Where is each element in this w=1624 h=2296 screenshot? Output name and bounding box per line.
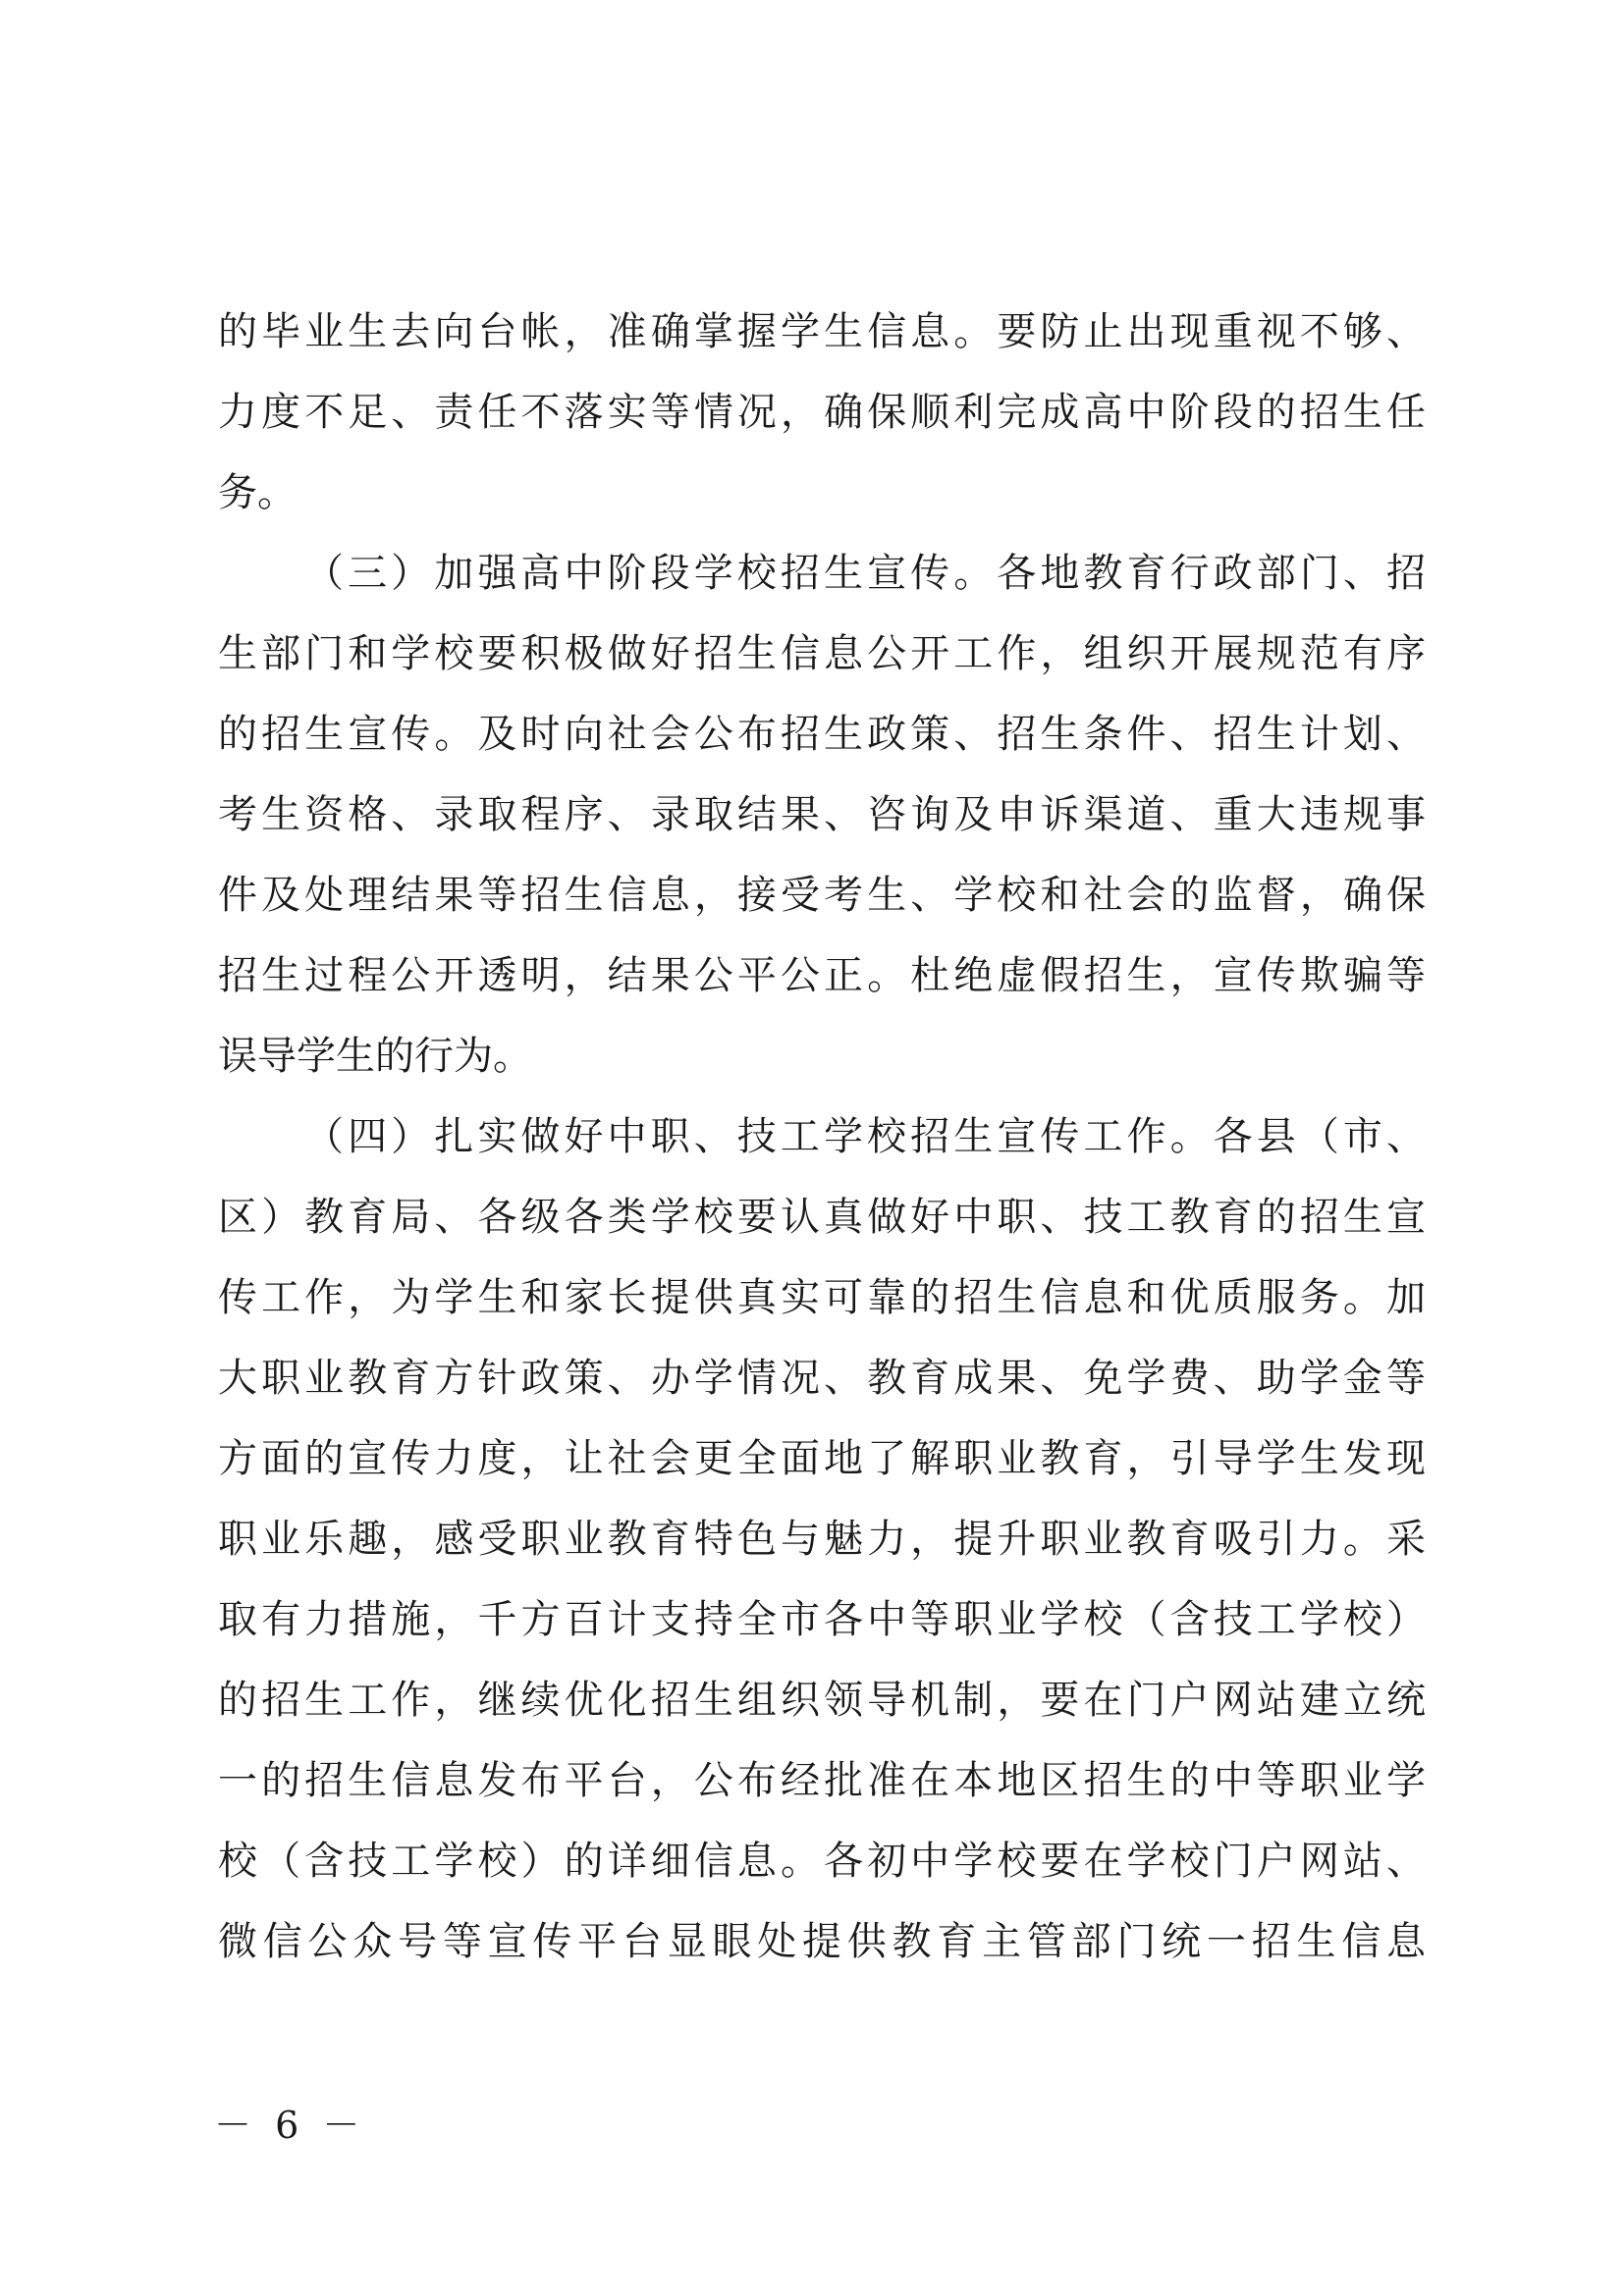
text-line: 的招生宣传。及时向社会公布招生政策、招生条件、招生计划、 [218,712,1426,757]
text-line: 的毕业生去向台帐，准确掌握学生信息。要防止出现重视不够、 [218,309,1426,354]
text-line: 生部门和学校要积极做好招生信息公开工作，组织开展规范有序 [218,631,1426,676]
page-number: － 6 － [214,2104,366,2147]
text-line: 误导学生的行为。 [218,1034,532,1079]
document-body [218,292,1426,1982]
text-line: 的招生工作，继续优化招生组织领导机制，要在门户网站建立统 [218,1678,1426,1723]
text-line: 区）教育局、各级各类学校要认真做好中职、技工教育的招生宣 [218,1195,1426,1240]
section-heading-line: （三）加强高中阶段学校招生宣传。各地教育行政部门、招 [304,551,1426,596]
text-line: 方面的宣传力度，让社会更全面地了解职业教育，引导学生发现 [218,1436,1426,1481]
text-line: 传工作，为学生和家长提供真实可靠的招生信息和优质服务。加 [218,1275,1426,1320]
text-line: 取有力措施，千方百计支持全市各中等职业学校（含技工学校） [218,1597,1426,1642]
text-line: 件及处理结果等招生信息，接受考生、学校和社会的监督，确保 [218,873,1426,918]
text-line: 招生过程公开透明，结果公平公正。杜绝虚假招生，宣传欺骗等 [218,953,1426,998]
section-heading-line: （四）扎实做好中职、技工学校招生宣传工作。各县（市、 [304,1114,1426,1159]
text-line: 大职业教育方针政策、办学情况、教育成果、免学费、助学金等 [218,1356,1426,1401]
text-line: 务。 [218,470,297,515]
text-line: 力度不足、责任不落实等情况，确保顺利完成高中阶段的招生任 [218,390,1426,435]
text-line: 校（含技工学校）的详细信息。各初中学校要在学校门户网站、 [218,1839,1426,1884]
text-line: 微信公众号等宣传平台显眼处提供教育主管部门统一招生信息 [218,1919,1426,1964]
text-line: 职业乐趣，感受职业教育特色与魅力，提升职业教育吸引力。采 [218,1517,1426,1562]
text-line: 一的招生信息发布平台，公布经批准在本地区招生的中等职业学 [218,1758,1426,1803]
text-line: 考生资格、录取程序、录取结果、咨询及申诉渠道、重大违规事 [218,792,1426,837]
